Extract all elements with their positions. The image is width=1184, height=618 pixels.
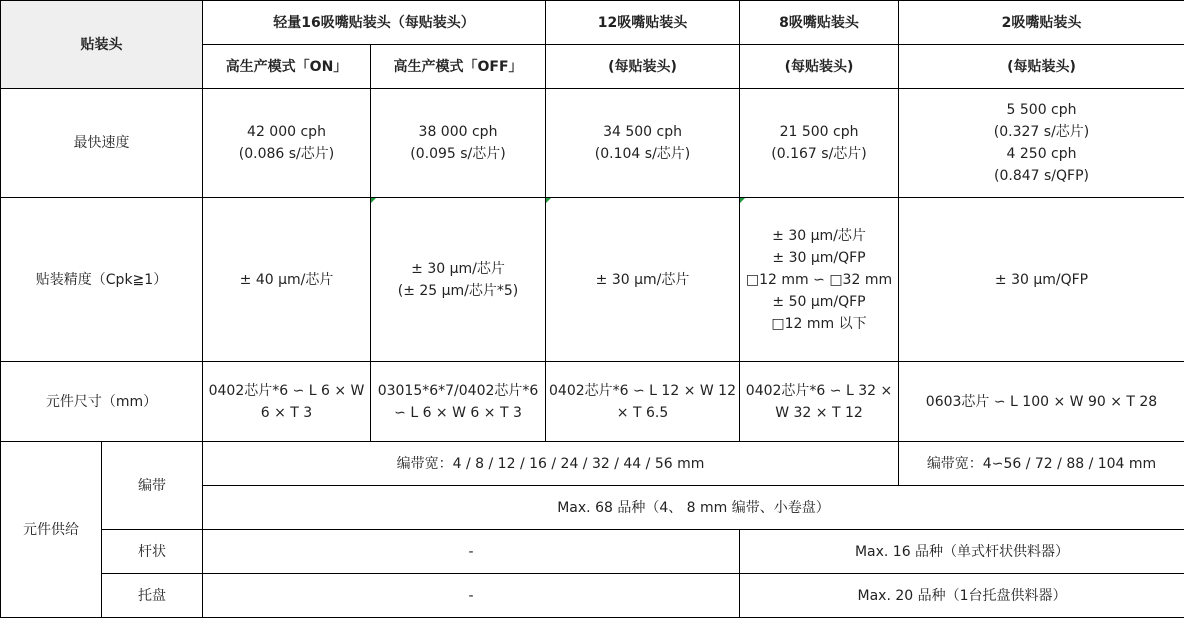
- accuracy-cell-h8: [740, 198, 899, 362]
- accuracy-cell-h12: [546, 198, 740, 362]
- row-label-speed: 最快速度: [1, 89, 203, 198]
- header-mode-on: 高生产模式「ON」: [203, 45, 371, 89]
- corner-header: 贴装头: [1, 1, 203, 89]
- speed-on-value: 42 000 cph: [247, 124, 326, 140]
- accuracy-h2-qfp: ± 30 μm/QFP: [994, 271, 1089, 288]
- header-head2: 2吸嘴贴装头: [899, 1, 1184, 45]
- supply-tray-right: Max. 20 品种（1台托盘供料器）: [740, 574, 1184, 618]
- accuracy-h12-chip: ± 30 μm/芯片: [595, 271, 690, 288]
- accuracy-h8-small-range: □12 mm 以下: [771, 315, 867, 332]
- accuracy-off-note: (± 25 μm/芯片*5): [397, 282, 519, 299]
- speed-cell-h12: [546, 89, 740, 198]
- speed-h2-qfp-value: 4 250 cph: [1006, 146, 1077, 162]
- speed-h2-per-chip: (0.327 s/芯片): [993, 124, 1090, 140]
- size-cell-on: 0402芯片*6 ∽ L 6 × W 6 × T 3: [203, 362, 371, 442]
- accuracy-off-chip: ± 30 μm/芯片: [411, 260, 505, 277]
- supply-stick-left: -: [203, 530, 740, 574]
- accuracy-h8-qfp: ± 30 μm/QFP: [772, 249, 866, 266]
- row-label-supply: 元件供给: [1, 442, 102, 618]
- header-mode-off: 高生产模式「OFF」: [371, 45, 546, 89]
- speed-on-per-chip: (0.086 s/芯片): [238, 146, 335, 162]
- speed-cell-off: [371, 89, 546, 198]
- speed-h12-per-chip: (0.104 s/芯片): [594, 146, 691, 162]
- speed-h8-per-chip: (0.167 s/芯片): [771, 146, 867, 162]
- row-label-size: 元件尺寸（mm）: [1, 362, 203, 442]
- supply-tape-width-a: 编带宽：4 / 8 / 12 / 16 / 24 / 32 / 44 / 56 mm: [203, 442, 899, 486]
- speed-off-value: 38 000 cph: [418, 124, 498, 140]
- accuracy-cell-on: [203, 198, 371, 362]
- header-head16: 轻量16吸嘴贴装头（每贴装头）: [203, 1, 546, 45]
- header-head12: 12吸嘴贴装头: [546, 1, 740, 45]
- supply-stick-label: 杆状: [102, 530, 203, 574]
- speed-cell-on: [203, 89, 371, 198]
- header-per-head-12: (每贴装头): [546, 45, 740, 89]
- accuracy-on-chip: ± 40 μm/芯片: [239, 271, 334, 288]
- speed-h12-value: 34 500 cph: [603, 124, 682, 140]
- supply-tray-left: -: [203, 574, 740, 618]
- speed-off-per-chip: (0.095 s/芯片): [410, 146, 506, 162]
- supply-tape-label: 编带: [102, 442, 203, 530]
- size-cell-h8: 0402芯片*6 ∽ L 32 × W 32 × T 12: [740, 362, 899, 442]
- size-cell-h2: 0603芯片 ∽ L 100 × W 90 × T 28: [899, 362, 1184, 442]
- header-per-head-2: (每贴装头): [899, 45, 1184, 89]
- size-cell-h12: 0402芯片*6 ∽ L 12 × W 12 × T 6.5: [546, 362, 740, 442]
- supply-tape-width-b: 编带宽：4∽56 / 72 / 88 / 104 mm: [899, 442, 1184, 486]
- speed-h8-value: 21 500 cph: [779, 124, 859, 140]
- header-head8: 8吸嘴贴装头: [740, 1, 899, 45]
- accuracy-h8-qfp-range: □12 mm ∽ □32 mm: [745, 271, 893, 288]
- header-per-head-8: (每贴装头): [740, 45, 899, 89]
- accuracy-cell-h2: [899, 198, 1184, 362]
- supply-stick-right: Max. 16 品种（单式杆状供料器）: [740, 530, 1184, 574]
- accuracy-cell-off: [371, 198, 546, 362]
- row-label-accuracy: 贴装精度（Cpk≧1）: [1, 198, 203, 362]
- speed-h2-per-qfp: (0.847 s/QFP): [994, 168, 1089, 184]
- speed-h2-chip-value: 5 500 cph: [1006, 102, 1077, 118]
- supply-tray-label: 托盘: [102, 574, 203, 618]
- accuracy-h8-qfp-small: ± 50 μm/QFP: [772, 293, 866, 310]
- speed-cell-h8: [740, 89, 899, 198]
- size-cell-off: 03015*6*7/0402芯片*6 ∽ L 6 × W 6 × T 3: [371, 362, 546, 442]
- speed-cell-h2: [899, 89, 1184, 198]
- supply-tape-max: Max. 68 品种（4、 8 mm 编带、小卷盘）: [203, 486, 1184, 530]
- accuracy-h8-chip: ± 30 μm/芯片: [772, 227, 866, 244]
